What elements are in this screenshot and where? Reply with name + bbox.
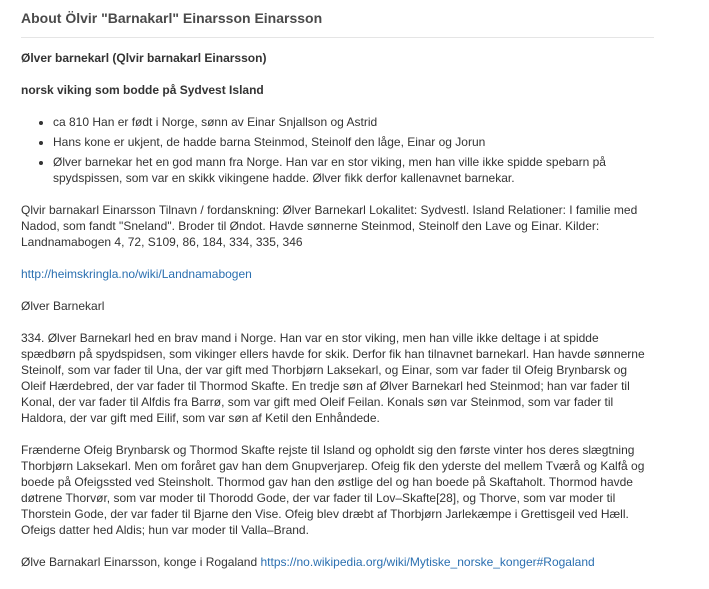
list-item: • Hans kone er ukjent, de hadde barna Steinmod, Steinolf den låge, Einar og Jorun [53,134,649,150]
tagline: norsk viking som bodde på Sydvest Island [21,83,264,97]
list-item: • ca 810 Han er født i Norge, sønn av Einar Snjallson og Astrid [53,114,649,130]
final-text: Ølve Barnakarl Einarsson, konge i Rogaland [21,555,258,569]
section-heading: About Ölvir "Barnakarl" Einarsson Einarsson [21,10,654,38]
link-paragraph [21,266,649,282]
summary-paragraph: Qlvir barnakarl Einarsson Tilnavn / fordanskning: Ølver Barnekarl Lokalitet: Sydvestl. Island Relationer: I familie med Nadod, som fandt "Sneland". Broder til Øndot. Havde sønnerne Steinmod, Steinolf den Lave og Einar. Kilder: Landnamabogen 4, 72, S109, 86, 184, 334, 335, 346 [21,203,638,249]
subheading: Ølver Barnekarl [21,299,105,313]
facts-list [21,114,649,186]
list-item: • Ølver barnekar het en god mann fra Norge. Han var en stor viking, men han ville ikke spidde spebarn på spydspissen, som var en skikk vikingene hadde. Ølver fikk derfor kallenavnet barnekar. [53,154,649,186]
heimskringla-link[interactable]: http://heimskringla.no/wiki/Landnamabogen [21,267,252,281]
paragraph-relatives: Frænderne Ofeig Brynbarsk og Thormod Skafte rejste til Island og opholdt sig den første vinter hos deres slægtning Thorbjørn Laksekarl. Men om foråret gav han dem Gnupverjarep. Ofeig fik den yderste del mellem Tværå og Kalfå og boede på Ofeigssted ved Steinsholt. Thormod gav han den østlige del og han boede på Skaftaholt. Thormod havde døtrene Thorvør, som var moder til Thorodd Gode, der var fader til Lov–Skafte[28], og Thorve, som var moder til Thorstein Gode, der var fader til Bjarne den Vise. Ofeig blev dræbt af Thorbjørn Jarlekæmpe i Grettisgeil ved Hæll. Ofeigs datter hed Aldis; hun var moder til Valla–Brand. [21,443,645,537]
about-content [21,50,649,570]
paragraph-334: 334. Ølver Barnekarl hed en brav mand i Norge. Han var en stor viking, men han ville ikke deltage i at spidde spædbørn på spydspidsen, som vikinger ellers havde for skik. Derfor fik han tilnavnet barnekarl. Han havde sønnerne Steinolf, som var fader til Una, der var gift med Thorbjørn Laksekarl, og Einar, som var fader til Ofeig Brynbarsk og Oleif Hærdebred, der var fader til Thormod Skafte. En tredje søn af Ølver Barnekarl hed Steinmod; han var fader til Konal, der var fader til Alfdis fra Barrø, som var gift med Oleif Feilan. Konals søn var Steinmod, som var fader til Haldora, der var gift med Eilif, som var søn af Ketil den Enhåndede. [21,331,645,425]
wikipedia-link[interactable]: https://no.wikipedia.org/wiki/Mytiske_norske_konger#Rogaland [260,555,595,569]
final-paragraph [21,554,649,570]
name-line: Ølver barnekarl (Qlvir barnakarl Einarsson) [21,51,267,65]
